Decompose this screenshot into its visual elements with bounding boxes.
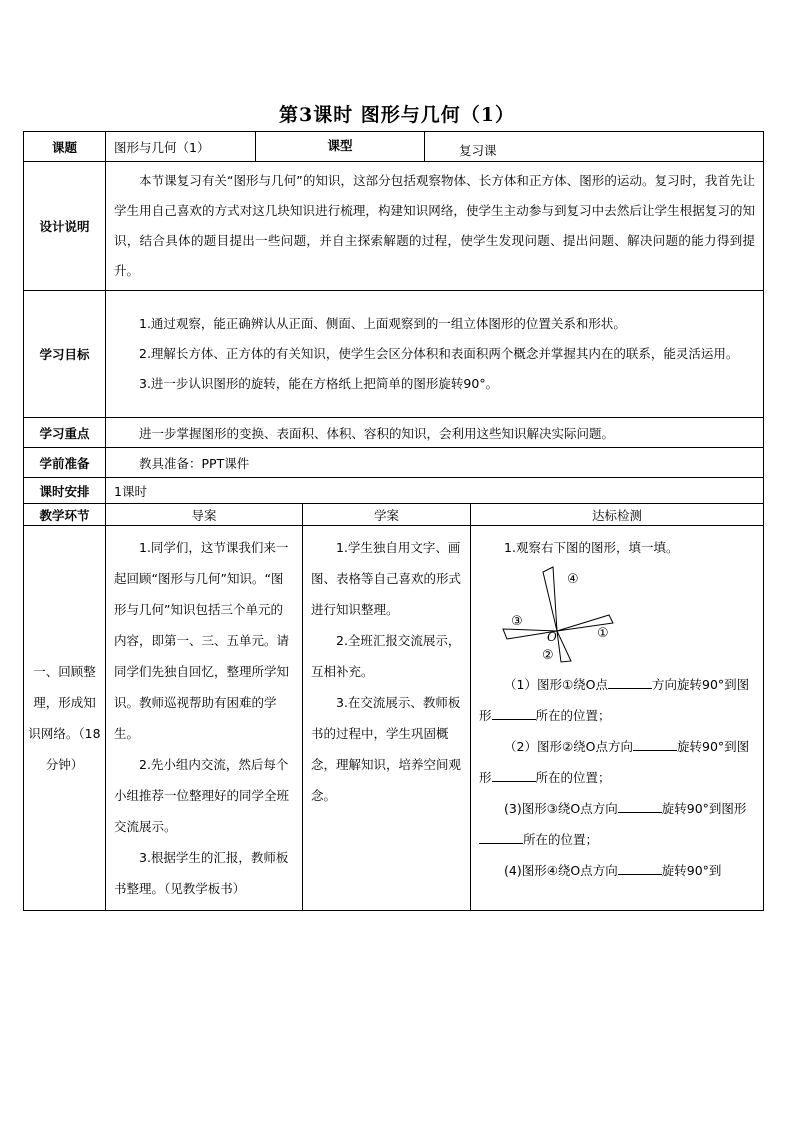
figure-4-shape bbox=[543, 567, 557, 631]
blank[interactable] bbox=[608, 674, 652, 689]
question-1 bbox=[479, 669, 755, 731]
q2-part-b: 旋转90°到图形 bbox=[479, 739, 750, 785]
q1-part-c: 所在的位置； bbox=[535, 708, 611, 723]
stage-name bbox=[24, 526, 106, 911]
header-stage: 教学环节 bbox=[24, 504, 106, 526]
page-title: 第3课时 图形与几何（1） bbox=[278, 104, 516, 126]
check-cell bbox=[471, 526, 764, 911]
goals-list bbox=[106, 291, 764, 418]
schedule-text: 1课时 bbox=[106, 478, 764, 504]
study-cell bbox=[303, 526, 471, 911]
question-2 bbox=[479, 731, 755, 793]
goals-label: 学习目标 bbox=[24, 291, 106, 418]
type-value: 复习课 bbox=[425, 132, 764, 162]
label-4: ④ bbox=[567, 572, 579, 587]
blank[interactable] bbox=[633, 736, 677, 751]
topic-row bbox=[24, 132, 764, 162]
goals-row bbox=[24, 291, 764, 418]
question-4 bbox=[479, 855, 755, 886]
label-3: ③ bbox=[511, 614, 523, 629]
guide-item: 3.根据学生的汇报，教师板书整理。（见教学板书） bbox=[114, 850, 289, 896]
blank[interactable] bbox=[618, 798, 662, 813]
header-row bbox=[24, 504, 764, 526]
q3-part-a: (3)图形③绕O点方向 bbox=[504, 801, 618, 816]
topic-value: 图形与几何（1） bbox=[106, 132, 256, 162]
q2-part-a: （2）图形②绕O点方向 bbox=[504, 739, 634, 754]
label-1: ① bbox=[597, 626, 609, 641]
q1-part-b: 方向旋转90°到图形 bbox=[479, 677, 750, 723]
blank[interactable] bbox=[492, 767, 536, 782]
check-intro: 1.观察右下图的图形，填一填。 bbox=[504, 540, 679, 555]
rotation-figure bbox=[493, 565, 643, 665]
goal-item: 3.进一步认识图形的旋转，能在方格纸上把简单的图形旋转90°。 bbox=[139, 376, 499, 391]
header-check: 达标检测 bbox=[471, 504, 764, 526]
study-item: 1.学生独自用文字、画图、表格等自己喜欢的形式进行知识整理。 bbox=[311, 540, 462, 617]
center-label-o: O bbox=[547, 630, 557, 644]
stage-row bbox=[24, 526, 764, 911]
q3-part-c: 所在的位置； bbox=[523, 832, 599, 847]
guide-item: 2.先小组内交流，然后每个小组推荐一位整理好的同学全班交流展示。 bbox=[114, 757, 290, 834]
header-guide: 导案 bbox=[106, 504, 303, 526]
question-3 bbox=[479, 793, 755, 855]
prep-text: 教具准备：PPT课件 bbox=[106, 448, 764, 478]
lesson-plan-table bbox=[23, 131, 764, 911]
goal-item: 2.理解长方体、正方体的有关知识，使学生会区分体积和表面积两个概念并掌握其内在的联系，能灵活运用。 bbox=[139, 346, 739, 361]
study-item: 2.全班汇报交流展示，互相补充。 bbox=[311, 633, 461, 679]
blank[interactable] bbox=[618, 860, 662, 875]
study-item: 3.在交流展示、教师板书的过程中，学生巩固概念，理解知识，培养空间观念。 bbox=[311, 695, 462, 803]
design-row bbox=[24, 162, 764, 291]
q4-part-b: 旋转90°到 bbox=[661, 863, 722, 878]
figure-2-shape bbox=[557, 631, 571, 662]
q2-part-c: 所在的位置； bbox=[535, 770, 611, 785]
prep-label: 学前准备 bbox=[24, 448, 106, 478]
stage-name-text: 一、回顾整理，形成知识网络。（18分钟） bbox=[28, 664, 101, 772]
focus-label: 学习重点 bbox=[24, 418, 106, 448]
q1-part-a: （1）图形①绕O点 bbox=[504, 677, 609, 692]
guide-cell bbox=[106, 526, 303, 911]
design-text: 本节课复习有关“图形与几何”的知识，这部分包括观察物体、长方体和正方体、图形的运动。复习时，我首先让学生用自己喜欢的方式对这几块知识进行梳理，构建知识网络，使学生主动参与到复习中去然后让学生根据复习的知识，结合具体的题目提出一些问题，并自主探索解题的过程，使学生发现问题、提出问题、解决问题的能力得到提升。 bbox=[106, 162, 764, 291]
topic-label: 课题 bbox=[24, 132, 106, 162]
header-study: 学案 bbox=[303, 504, 471, 526]
q4-part-a: (4)图形④绕O点方向 bbox=[504, 863, 618, 878]
q3-part-b: 旋转90°到图形 bbox=[661, 801, 747, 816]
blank[interactable] bbox=[492, 705, 536, 720]
goal-item: 1.通过观察，能正确辨认从正面、侧面、上面观察到的一组立体图形的位置关系和形状。 bbox=[139, 316, 626, 331]
focus-row bbox=[24, 418, 764, 448]
prep-row bbox=[24, 448, 764, 478]
focus-text: 进一步掌握图形的变换、表面积、体积、容积的知识，会利用这些知识解决实际问题。 bbox=[106, 418, 764, 448]
type-label: 课型 bbox=[256, 132, 425, 162]
design-label: 设计说明 bbox=[24, 162, 106, 291]
schedule-label: 课时安排 bbox=[24, 478, 106, 504]
schedule-row bbox=[24, 478, 764, 504]
blank[interactable] bbox=[479, 829, 523, 844]
label-2: ② bbox=[542, 648, 554, 663]
guide-item: 1.同学们，这节课我们来一起回顾“图形与几何”知识。“图形与几何”知识包括三个单元的内容，即第一、三、五单元。请同学们先独自回忆，整理所学知识。教师巡视帮助有困难的学生。 bbox=[114, 540, 290, 741]
